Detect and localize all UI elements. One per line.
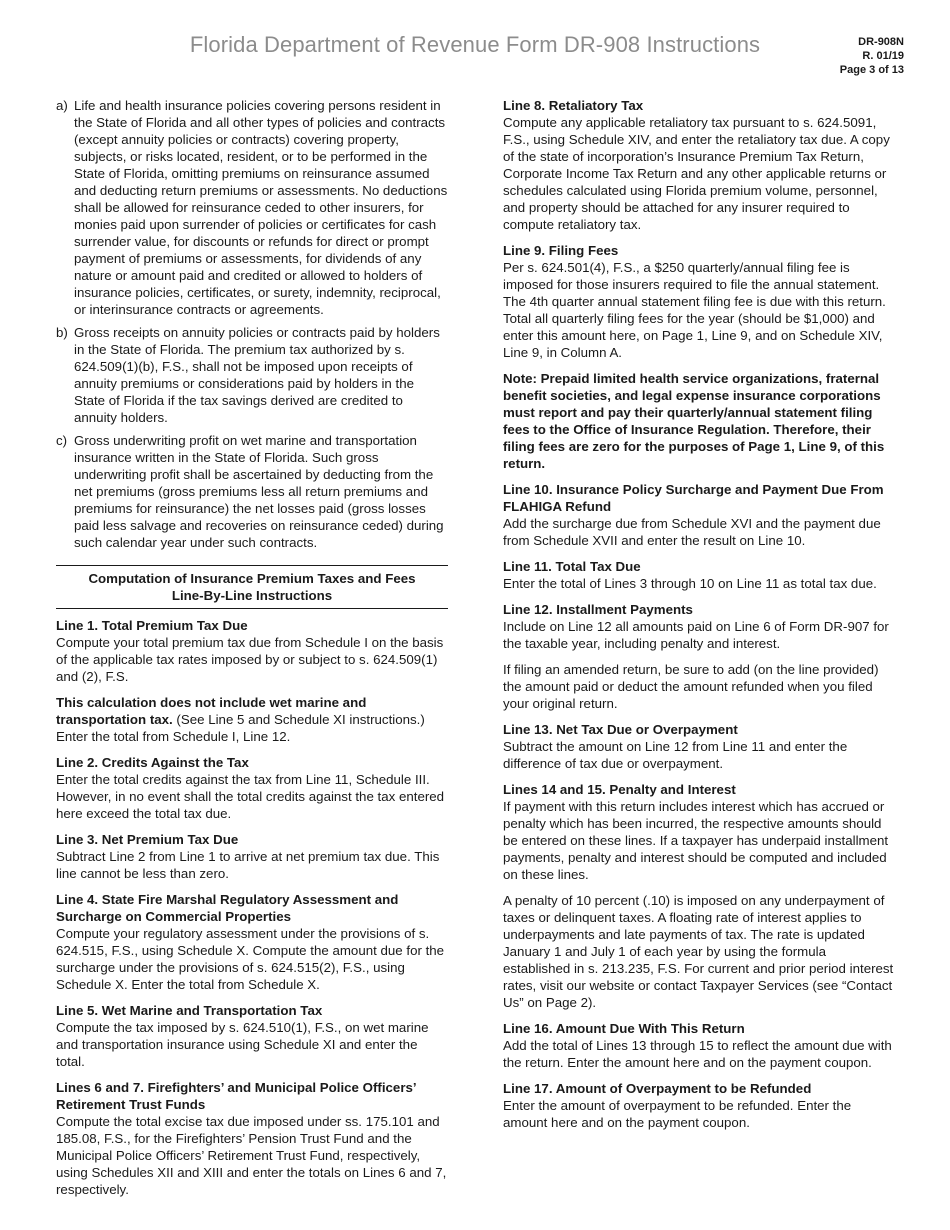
section-heading [56,565,448,609]
line8-text: Compute any applicable retaliatory tax pursuant to s. 624.5091, F.S., using Schedule XIV, and enter the retaliatory tax due. A copy of the state of incorporation’s Insurance Premium Tax Return, Corporate Income Tax Return and any other applicable returns or schedules calculated using Florida premium volume, personnel, and property should be attached for any insurer required to compute retaliatory tax. [503,115,890,232]
form-number: DR-908N [858,36,904,48]
form-id-block [840,35,904,77]
line16-text: Add the total of Lines 13 through 15 to reflect the amount due with the return. Enter the amount here and on the payment coupon. [503,1038,892,1070]
line17-heading: Line 17. Amount of Overpayment to be Refunded [503,1081,812,1096]
line12-text: Include on Line 12 all amounts paid on Line 6 of Form DR-907 for the taxable year, including penalty and interest. [503,619,889,651]
line3-text: Subtract Line 2 from Line 1 to arrive at net premium tax due. This line cannot be less than zero. [56,849,440,881]
line4-heading: Line 4. State Fire Marshal Regulatory Assessment and Surcharge on Commercial Properties [56,892,399,924]
list-item [56,432,448,551]
line1-note-text: (See Line 5 and Schedule XI instructions.) Enter the total from Schedule I, Line 12. [56,712,425,744]
line1-heading: Line 1. Total Premium Tax Due [56,618,248,633]
line9-block [503,242,895,361]
line5-block [56,1002,448,1070]
line8-block [503,97,895,233]
section-heading-line-2: Line-By-Line Instructions [171,588,333,603]
line13-text: Subtract the amount on Line 12 from Line 11 and enter the difference of tax due or overpayment. [503,739,848,771]
line67-heading: Lines 6 and 7. Firefighters’ and Municipal Police Officers’ Retirement Trust Funds [56,1080,416,1112]
line10-text: Add the surcharge due from Schedule XVI and the payment due from Schedule XVII and enter the result on Line 10. [503,516,881,548]
line16-heading: Line 16. Amount Due With This Return [503,1021,745,1036]
line3-heading: Line 3. Net Premium Tax Due [56,832,239,847]
line1415-text: If payment with this return includes interest which has accrued or penalty which has been incurred, the respective amounts should be entered on these lines. If a taxpayer has underpaid installment payments, penalty and interest should be computed and included on these lines. [503,799,889,882]
section-heading-line-1: Computation of Insurance Premium Taxes and Fees [88,571,416,586]
line1-text: Compute your total premium tax due from Schedule I on the basis of the applicable tax rates imposed by or subject to s. 624.509(1) and (2), F.S. [56,635,444,684]
line2-block [56,754,448,822]
line1-note-bold: This calculation does not include wet marine and transportation tax. [56,695,367,727]
left-column [56,97,448,1207]
filing-fee-note: Note: Prepaid limited health service organizations, fraternal benefit societies, and legal expense insurance corporations must report and pay their quarterly/annual statement filing fees to the Office of Insurance Regulation. Therefore, their filing fees are zero for the purposes of Page 1, Line 9, of this return. [503,371,885,471]
line2-text: Enter the total credits against the tax from Line 11, Schedule III. However, in no event shall the total credits against the tax entered here exceed the total tax due. [56,772,445,821]
line3-block [56,831,448,882]
line1415-block [503,781,895,883]
list-item [56,324,448,426]
line12-amended-text: If filing an amended return, be sure to add (on the line provided) the amount paid or deduct the amount refunded when you filed your original return. [503,662,879,711]
list-item-label: a) [56,98,68,113]
line9-text: Per s. 624.501(4), F.S., a $250 quarterly/annual filing fee is imposed for those insurers required to file the annual statement. The 4th quarter annual statement filing fee is due with this return. Total all quarterly filing fees for the year (should be $1,000) and enter this amount here, on Page 1, Line 9, and on Schedule XIV, Line 9, in Column A. [503,260,886,360]
list-item-text: Gross underwriting profit on wet marine and transportation insurance written in the State of Florida. Such gross underwriting profit shall be ascertained by deducting from the net premiums (gross premiums less all return premiums and premiums for reinsurance) the net losses paid (gross losses paid less salvage and recoveries on reinsurance ceded) during such calendar year under such contracts. [74,433,444,550]
line2-heading: Line 2. Credits Against the Tax [56,755,249,770]
page-number: Page 3 of 13 [839,64,904,76]
line5-text: Compute the tax imposed by s. 624.510(1), F.S., on wet marine and transportation insurance using Schedule XI and enter the total. [56,1020,429,1069]
line67-text: Compute the total excise tax due imposed under ss. 175.101 and 185.08, F.S., for the Firefighters’ Pension Trust Fund and the Municipal Police Officers’ Retirement Trust Fund, respectively, using Schedules XII and XIII and enter the totals on Lines 6 and 7, respectively. [56,1114,447,1197]
line1-note [56,694,448,745]
line17-text: Enter the amount of overpayment to be refunded. Enter the amount here and on the payment coupon. [503,1098,852,1130]
list-item-label: c) [56,433,68,448]
line67-block [56,1079,448,1198]
line13-heading: Line 13. Net Tax Due or Overpayment [503,722,738,737]
line11-block [503,558,895,592]
line10-heading: Line 10. Insurance Policy Surcharge and Payment Due From FLAHIGA Refund [503,482,884,514]
line10-block [503,481,895,549]
line16-block [503,1020,895,1071]
line1415-penalty-text: A penalty of 10 percent (.10) is imposed on any underpayment of taxes or delinquent taxes. A floating rate of interest applies to underpayments and late payments of tax. The rate is updated January 1 and July 1 of each year by using the formula established in s. 213.235, F.S. For current and prior period interest rates, visit our website or contact Taxpayer Services (see “Contact Us” on Page 2). [503,893,894,1010]
line12-block [503,601,895,652]
line13-block [503,721,895,772]
line9-heading: Line 9. Filing Fees [503,243,619,258]
list-item-label: b) [56,325,68,340]
form-revision: R. 01/19 [862,50,904,62]
line4-text: Compute your regulatory assessment under the provisions of s. 624.515, F.S., using Schedule X. Compute the amount due for the surcharge under the provisions of s. 624.515(2), F.S., using Schedule X. Enter the total from Schedule X. [56,926,445,992]
page-title: Florida Department of Revenue Form DR-908 Instructions [189,32,761,57]
line11-text: Enter the total of Lines 3 through 10 on Line 11 as total tax due. [503,576,877,591]
line1-block [56,617,448,685]
list-item-text: Life and health insurance policies covering persons resident in the State of Florida and all other types of policies and contracts (except annuity policies or contracts) covering property, subjects, or risks located, resident, or to be performed in the State of Florida, omitting premiums on reinsurance assumed and deducting return premiums or assessments. No deductions shall be allowed for reinsurance ceded to other insurers, for monies paid upon surrender of policies or certificates for cash surrender value, for discounts or refunds for direct or prompt payment of premiums or assessments, for dividends of any nature or amount paid and credited or allowed to holders of insurance policies, certificates, or surety, indemnity, reciprocal, or interinsurance contracts or agreements. [74,98,448,317]
list-item-text: Gross receipts on annuity policies or contracts paid by holders in the State of Florida. The premium tax authorized by s. 624.509(1)(b), F.S., shall not be imposed upon receipts of annuity premiums or considerations paid by holders in the State of Florida if the tax savings derived are credited to annuity holders. [74,325,440,425]
line8-heading: Line 8. Retaliatory Tax [503,98,644,113]
line17-block [503,1080,895,1131]
line5-heading: Line 5. Wet Marine and Transportation Tax [56,1003,323,1018]
list-item [56,97,448,318]
line12-heading: Line 12. Installment Payments [503,602,693,617]
right-column [503,97,895,1140]
line4-block [56,891,448,993]
line1415-heading: Lines 14 and 15. Penalty and Interest [503,782,736,797]
line11-heading: Line 11. Total Tax Due [503,559,641,574]
